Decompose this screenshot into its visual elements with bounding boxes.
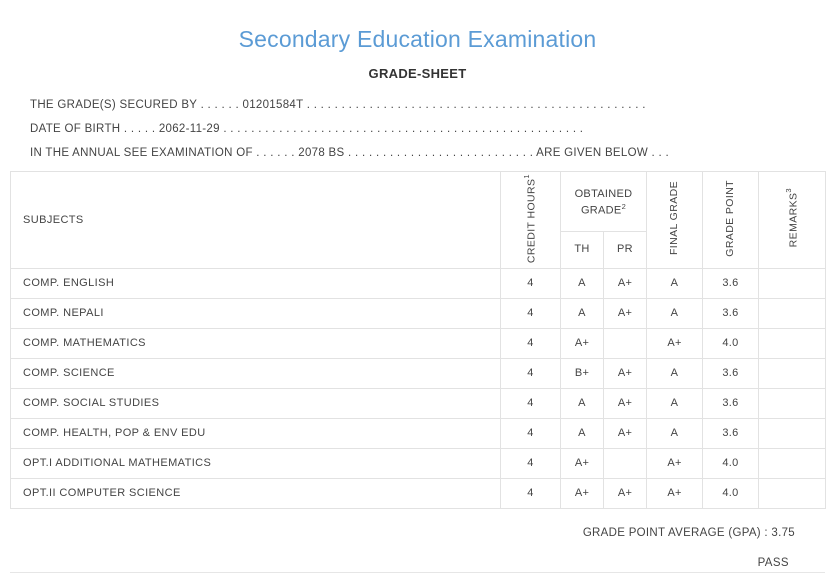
cell-final-grade: A	[647, 388, 703, 418]
meta-label-grades-secured-by: THE GRADE(S) SECURED BY . . . . . .	[30, 98, 240, 111]
grade-summary	[10, 527, 825, 569]
cell-final-grade: A+	[647, 448, 703, 478]
cell-grade-point: 4.0	[703, 328, 759, 358]
meta-label-date-of-birth: DATE OF BIRTH . . . . .	[30, 122, 156, 135]
cell-grade-point: 3.6	[703, 298, 759, 328]
col-header-remarks	[759, 171, 826, 268]
meta-value-symbol-number: 01201584T	[242, 98, 304, 111]
page-title: Secondary Education Examination	[238, 26, 597, 52]
cell-grade-point: 3.6	[703, 418, 759, 448]
page-subtitle: GRADE-SHEET	[368, 65, 467, 81]
cell-credit: 4	[501, 448, 561, 478]
col-header-obtained-grade	[561, 171, 647, 232]
meta-value-exam-year: 2078 BS	[298, 146, 345, 159]
col-header-obtained-grade-text: OBTAINED GRADE	[574, 188, 633, 217]
cell-remarks	[759, 418, 826, 448]
col-header-credit-hours-text: CREDIT HOURS	[525, 178, 538, 263]
cell-pr: A+	[604, 358, 647, 388]
col-header-final-grade	[647, 171, 703, 268]
meta-label-exam-year: IN THE ANNUAL SEE EXAMINATION OF . . . . . .	[30, 146, 295, 159]
cell-th: A	[561, 388, 604, 418]
cell-th: A+	[561, 328, 604, 358]
cell-th: A	[561, 268, 604, 298]
table-row	[11, 298, 826, 328]
col-header-remarks-text: REMARKS	[787, 193, 800, 248]
cell-credit: 4	[501, 478, 561, 508]
cell-remarks	[759, 358, 826, 388]
cell-th: A+	[561, 448, 604, 478]
grades-table-body	[11, 268, 826, 508]
meta-dots-1: . . . . . . . . . . . . . . . . . . . . . . . . . . . . . . . . . . . . . . . . . . . . . . . . .	[306, 98, 646, 111]
student-meta	[10, 99, 825, 159]
cell-subject: COMP. HEALTH, POP & ENV EDU	[11, 418, 501, 448]
cell-credit: 4	[501, 358, 561, 388]
cell-remarks	[759, 448, 826, 478]
cell-pr: A+	[604, 268, 647, 298]
cell-subject: OPT.II COMPUTER SCIENCE	[11, 478, 501, 508]
result-status: PASS	[757, 556, 789, 569]
cell-credit: 4	[501, 388, 561, 418]
cell-remarks	[759, 328, 826, 358]
meta-dots-2: . . . . . . . . . . . . . . . . . . . . . . . . . . . . . . . . . . . . . . . . . . . . . . . . . . . .	[223, 122, 584, 135]
cell-subject: COMP. ENGLISH	[11, 268, 501, 298]
meta-line-exam-year	[30, 147, 735, 159]
cell-pr	[604, 328, 647, 358]
cell-final-grade: A+	[647, 478, 703, 508]
meta-dots-3: . . . . . . . . . . . . . . . . . . . . . . . . . . .	[348, 146, 534, 159]
col-header-th: TH	[561, 232, 604, 268]
cell-subject: COMP. MATHEMATICS	[11, 328, 501, 358]
cell-final-grade: A+	[647, 328, 703, 358]
cell-credit: 4	[501, 298, 561, 328]
table-row	[11, 328, 826, 358]
grades-table	[10, 171, 826, 509]
grades-table-head	[11, 171, 826, 268]
cell-grade-point: 3.6	[703, 268, 759, 298]
table-row	[11, 478, 826, 508]
cell-grade-point: 4.0	[703, 448, 759, 478]
col-header-credit-hours	[501, 171, 561, 268]
table-row	[11, 418, 826, 448]
header-row-main	[11, 171, 826, 232]
col-header-pr: PR	[604, 232, 647, 268]
cell-pr: A+	[604, 418, 647, 448]
cell-pr: A+	[604, 478, 647, 508]
col-header-grade-point-text: GRADE POINT	[724, 179, 737, 257]
col-header-subjects: SUBJECTS	[11, 171, 501, 268]
meta-line-date-of-birth	[30, 123, 735, 135]
cell-subject: COMP. SOCIAL STUDIES	[11, 388, 501, 418]
meta-line-grades-secured-by	[30, 99, 735, 111]
cell-grade-point: 4.0	[703, 478, 759, 508]
cell-credit: 4	[501, 268, 561, 298]
table-row	[11, 268, 826, 298]
cell-grade-point: 3.6	[703, 358, 759, 388]
cell-remarks	[759, 388, 826, 418]
gpa-value: GRADE POINT AVERAGE (GPA) : 3.75	[582, 526, 795, 539]
cell-pr	[604, 448, 647, 478]
cell-credit: 4	[501, 418, 561, 448]
col-header-final-grade-text: FINAL GRADE	[668, 181, 681, 256]
cell-pr: A+	[604, 298, 647, 328]
table-row	[11, 358, 826, 388]
cell-th: A+	[561, 478, 604, 508]
meta-value-date-of-birth: 2062-11-29	[158, 122, 220, 135]
cell-final-grade: A	[647, 268, 703, 298]
cell-subject: COMP. SCIENCE	[11, 358, 501, 388]
col-header-remarks-sup: 3	[783, 188, 793, 194]
cell-credit: 4	[501, 328, 561, 358]
col-header-obtained-grade-sup: 2	[621, 201, 627, 211]
col-header-credit-hours-sup: 1	[522, 173, 532, 179]
cell-pr: A+	[604, 388, 647, 418]
cell-remarks	[759, 298, 826, 328]
cell-th: B+	[561, 358, 604, 388]
cell-grade-point: 3.6	[703, 388, 759, 418]
meta-tail-given-below: ARE GIVEN BELOW . . .	[536, 146, 669, 159]
cell-final-grade: A	[647, 298, 703, 328]
col-header-grade-point	[703, 171, 759, 268]
cell-subject: OPT.I ADDITIONAL MATHEMATICS	[11, 448, 501, 478]
table-row	[11, 448, 826, 478]
cell-final-grade: A	[647, 358, 703, 388]
table-row	[11, 388, 826, 418]
cell-subject: COMP. NEPALI	[11, 298, 501, 328]
cell-final-grade: A	[647, 418, 703, 448]
cell-th: A	[561, 418, 604, 448]
cell-th: A	[561, 298, 604, 328]
cell-remarks	[759, 268, 826, 298]
cell-remarks	[759, 478, 826, 508]
